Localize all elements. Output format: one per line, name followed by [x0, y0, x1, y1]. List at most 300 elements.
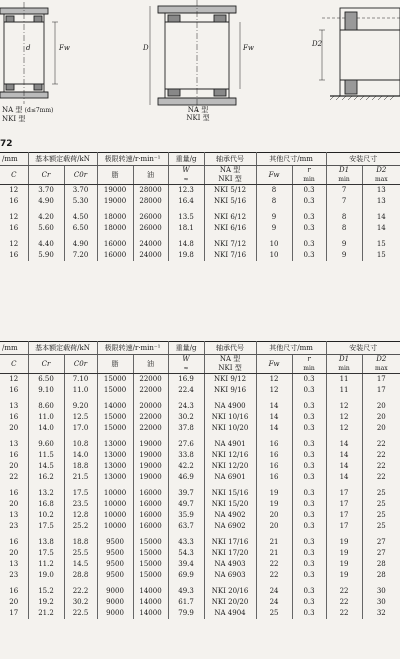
table-cell: 9500 — [97, 559, 133, 570]
table-cell: 16000 — [133, 499, 168, 510]
table-row — [0, 196, 400, 207]
dim-d-label: d — [26, 44, 31, 52]
t2-col-r — [292, 355, 326, 374]
table-cell: 0.3 — [292, 548, 326, 559]
t2-col-W — [168, 355, 204, 374]
table-cell: 8 — [326, 212, 362, 223]
table-cell: 25 — [362, 488, 400, 499]
table-cell: 25 — [362, 521, 400, 532]
table-row — [0, 423, 400, 434]
table-cell: 13.2 — [28, 488, 64, 499]
table-cell: 0.3 — [292, 499, 326, 510]
table-cell: 10.8 — [64, 439, 97, 450]
table-cell: 0.3 — [292, 586, 326, 597]
table-cell: 22 — [256, 559, 292, 570]
table-cell: 0.3 — [292, 185, 326, 196]
table-row — [0, 185, 400, 196]
table-cell: NA 6903 — [204, 570, 256, 581]
table-cell: 14.5 — [64, 559, 97, 570]
table-cell: 14.5 — [28, 461, 64, 472]
table-cell: 13 — [9, 401, 19, 410]
table-row — [0, 239, 400, 250]
table-cell: 12 — [256, 374, 292, 385]
table-cell: 9000 — [97, 586, 133, 597]
table-cell: NA 4904 — [204, 608, 256, 619]
table-cell: 20 — [9, 597, 19, 606]
t1-col-code-nki: NKI 型 — [218, 175, 242, 183]
table-cell: 54.3 — [168, 548, 204, 559]
table-cell: NKI 15/16 — [204, 488, 256, 499]
table-cell: 7 — [326, 185, 362, 196]
table-row — [0, 499, 400, 510]
table-cell: 0.3 — [292, 559, 326, 570]
table-cell: 14000 — [133, 597, 168, 608]
table-cell: 9000 — [97, 597, 133, 608]
t2-unit-header: /mm — [0, 342, 28, 355]
table-1-header-sub — [0, 166, 400, 185]
table-cell: NKI 10/16 — [204, 412, 256, 423]
table-cell: 16 — [256, 439, 292, 450]
table-row — [0, 223, 400, 234]
table-row — [0, 559, 400, 570]
table-cell: NKI 17/16 — [204, 537, 256, 548]
table-cell: 14 — [256, 412, 292, 423]
table-cell: 8 — [326, 223, 362, 234]
table-cell: 0.3 — [292, 196, 326, 207]
table-cell: 3.70 — [28, 185, 64, 196]
table-cell: 15000 — [133, 570, 168, 581]
table-cell: NKI 9/16 — [204, 385, 256, 396]
table-cell: 6.50 — [64, 223, 97, 234]
table-cell: 5.90 — [28, 250, 64, 261]
table-cell: 0.3 — [292, 439, 326, 450]
table-cell: NKI 20/16 — [204, 586, 256, 597]
table-cell: 16 — [9, 223, 19, 232]
t1-col-W — [168, 166, 204, 185]
table-cell: 21.2 — [28, 608, 64, 619]
table-cell: NKI 12/16 — [204, 450, 256, 461]
table-cell: 10000 — [97, 510, 133, 521]
table-cell: 16 — [256, 472, 292, 483]
table-cell: 17 — [326, 488, 362, 499]
table-cell: 23.5 — [64, 499, 97, 510]
table-cell: 39.7 — [168, 488, 204, 499]
table-cell: 17 — [326, 521, 362, 532]
table-cell: 13000 — [97, 439, 133, 450]
t2-load-header: 基本额定载荷/kN — [28, 342, 97, 355]
t1-col-oil: 油 — [133, 166, 168, 185]
table-cell: 14000 — [133, 608, 168, 619]
table-cell: 21.5 — [64, 472, 97, 483]
table-cell: 18000 — [97, 223, 133, 234]
table-row — [0, 212, 400, 223]
table-1-body — [0, 185, 400, 261]
table-cell: 15000 — [133, 559, 168, 570]
t2-col-D1 — [326, 355, 362, 374]
table-cell: NKI 9/12 — [204, 374, 256, 385]
table-cell: 9500 — [97, 570, 133, 581]
table-cell: 4.40 — [28, 239, 64, 250]
table-row — [0, 597, 400, 608]
table-cell: 9 — [256, 223, 292, 234]
table-cell: 20 — [362, 412, 400, 423]
table-cell: NKI 7/16 — [204, 250, 256, 261]
t2-col-C0r: C0r — [64, 355, 97, 374]
table-cell: 13 — [362, 196, 400, 207]
t1-col-D2 — [362, 166, 400, 185]
table-cell: 69.9 — [168, 570, 204, 581]
table-cell: 28000 — [133, 196, 168, 207]
table-cell: 0.3 — [292, 570, 326, 581]
table-cell: 25.2 — [64, 521, 97, 532]
table-cell: 17.0 — [64, 423, 97, 434]
table-cell: 14.8 — [168, 239, 204, 250]
t2-col-D2-symbol: D2 — [376, 355, 387, 363]
table-cell: NKI 20/20 — [204, 597, 256, 608]
table-cell: NA 4901 — [204, 439, 256, 450]
t1-col-code — [204, 166, 256, 185]
table-cell: 0.3 — [292, 608, 326, 619]
table-row — [0, 250, 400, 261]
table-cell: 20 — [256, 510, 292, 521]
table-cell: 11.5 — [28, 450, 64, 461]
table-cell: 22000 — [133, 423, 168, 434]
table-cell: NKI 5/12 — [204, 185, 256, 196]
table-cell: 15000 — [97, 423, 133, 434]
table-cell: 22 — [9, 472, 19, 481]
table-cell: 19 — [326, 570, 362, 581]
table-cell: 0.3 — [292, 374, 326, 385]
table-row — [0, 608, 400, 619]
table-cell: 19000 — [97, 196, 133, 207]
table-cell: 9.20 — [64, 401, 97, 412]
table-row — [0, 488, 400, 499]
t2-col-code — [204, 355, 256, 374]
table-cell: 16 — [256, 450, 292, 461]
table-cell: 19 — [326, 537, 362, 548]
table-cell: 22000 — [133, 385, 168, 396]
table-cell: 0.3 — [292, 250, 326, 261]
table-cell: 18.8 — [64, 537, 97, 548]
table-cell: 19000 — [133, 439, 168, 450]
table-cell: 22 — [326, 586, 362, 597]
t2-col-W-symbol: W — [182, 355, 190, 363]
table-cell: 18.8 — [64, 461, 97, 472]
table-cell: 27 — [362, 548, 400, 559]
table-cell: 30 — [362, 597, 400, 608]
table-cell: 12 — [9, 374, 19, 383]
table-cell: 19 — [256, 499, 292, 510]
table-cell: 12 — [9, 185, 19, 194]
table-cell: 22000 — [133, 374, 168, 385]
table-cell: 22.4 — [168, 385, 204, 396]
table-cell: 25 — [362, 499, 400, 510]
t2-col-oil: 油 — [133, 355, 168, 374]
table-cell: 11.0 — [64, 385, 97, 396]
table-cell: 15 — [362, 250, 400, 261]
t2-speed-header: 极限转速/r·min⁻¹ — [97, 342, 168, 355]
table-row — [0, 537, 400, 548]
table-cell: 3.70 — [64, 185, 97, 196]
table-cell: 4.50 — [64, 212, 97, 223]
t1-load-header: 基本额定载荷/kN — [28, 153, 97, 166]
table-cell: 0.3 — [292, 450, 326, 461]
table-cell: 4.20 — [28, 212, 64, 223]
table-cell: NA 4900 — [204, 401, 256, 412]
table-cell: 22 — [326, 608, 362, 619]
table-cell: 22 — [362, 461, 400, 472]
t2-col-W-unit: ≈ — [183, 365, 189, 372]
table-cell: 13000 — [97, 461, 133, 472]
table-cell: 46.9 — [168, 472, 204, 483]
table-cell: 19 — [326, 548, 362, 559]
table-cell: 14 — [326, 439, 362, 450]
table-cell: 22.2 — [64, 586, 97, 597]
table-cell: 18000 — [97, 212, 133, 223]
table-cell: NKI 6/12 — [204, 212, 256, 223]
table-cell: 0.3 — [292, 537, 326, 548]
table-cell: 9500 — [97, 548, 133, 559]
t1-col-Fw: Fw — [256, 166, 292, 185]
table-cell: 16.9 — [168, 374, 204, 385]
table-cell: 16 — [256, 461, 292, 472]
table-cell: NA 4902 — [204, 510, 256, 521]
table-cell: 16 — [9, 586, 19, 595]
table-cell: 20 — [9, 423, 19, 432]
t1-other-header: 其他尺寸/mm — [256, 153, 326, 166]
table-cell: 13 — [362, 185, 400, 196]
bearing-table-1 — [0, 152, 400, 261]
table-cell: 16.2 — [28, 472, 64, 483]
table-cell: 30.2 — [168, 412, 204, 423]
table-cell: 14 — [326, 461, 362, 472]
t1-col-D2-max: max — [374, 176, 388, 183]
table-cell: 30.2 — [64, 597, 97, 608]
table-cell: 25 — [362, 510, 400, 521]
table-cell: 0.3 — [292, 423, 326, 434]
t2-col-D2-max: max — [374, 365, 388, 372]
table-cell: 0.3 — [292, 488, 326, 499]
table-cell: 16 — [9, 196, 19, 205]
t1-col-D1 — [326, 166, 362, 185]
table-cell: 12 — [326, 401, 362, 412]
table-cell: 5.30 — [64, 196, 97, 207]
table-cell: 5.60 — [28, 223, 64, 234]
table-cell: 61.7 — [168, 597, 204, 608]
t1-col-r-symbol: r — [307, 166, 311, 174]
table-cell: 9 — [326, 239, 362, 250]
table-cell: 24000 — [133, 250, 168, 261]
table-cell: 12.5 — [64, 412, 97, 423]
t1-col-r — [292, 166, 326, 185]
table-cell: 21 — [256, 548, 292, 559]
table-cell: 13.8 — [28, 537, 64, 548]
table-cell: 20 — [362, 423, 400, 434]
table-cell: 20 — [9, 499, 19, 508]
table-cell: 14000 — [97, 401, 133, 412]
table-cell: 8.60 — [28, 401, 64, 412]
table-cell: 13000 — [97, 450, 133, 461]
bearing-drawings — [0, 0, 400, 135]
t1-col-r-min: min — [303, 176, 315, 183]
table-cell: 9.10 — [28, 385, 64, 396]
table-cell: NA 4903 — [204, 559, 256, 570]
t1-weight-header: 重量/g — [168, 153, 204, 166]
table-cell: 8 — [256, 196, 292, 207]
table-cell: 25.5 — [64, 548, 97, 559]
table-cell: 13 — [9, 559, 19, 568]
table-cell: 7.20 — [64, 250, 97, 261]
t1-col-C0r: C0r — [64, 166, 97, 185]
t2-code-header: 轴承代号 — [204, 342, 256, 355]
table-cell: 10 — [256, 239, 292, 250]
table-cell: 15000 — [133, 537, 168, 548]
table-cell: 12.8 — [64, 510, 97, 521]
table-cell: 0.3 — [292, 461, 326, 472]
table-cell: 13 — [9, 510, 19, 519]
table-cell: 49.7 — [168, 499, 204, 510]
table-cell: 37.8 — [168, 423, 204, 434]
table-cell: 16 — [9, 385, 19, 394]
table-2-header-sub — [0, 355, 400, 374]
table-cell: 19000 — [97, 185, 133, 196]
table-row — [0, 401, 400, 412]
table-cell: 33.8 — [168, 450, 204, 461]
table-cell: NKI 10/20 — [204, 423, 256, 434]
table-cell: 19000 — [133, 461, 168, 472]
t2-col-Fw: Fw — [256, 355, 292, 374]
table-cell: 10000 — [97, 521, 133, 532]
mid-drawing-type-nki: NKI 型 — [186, 114, 210, 122]
table-cell: 24.3 — [168, 401, 204, 412]
table-cell: 23 — [9, 521, 19, 530]
table-cell: 30 — [362, 586, 400, 597]
na-nki-drawing — [150, 0, 240, 112]
table-cell: 14.0 — [28, 423, 64, 434]
t2-other-header: 其他尺寸/mm — [256, 342, 326, 355]
table-cell: 17.5 — [28, 548, 64, 559]
table-cell: 14 — [256, 423, 292, 434]
table-cell: 19.8 — [168, 250, 204, 261]
left-drawing-type-na: NA 型 — [2, 106, 23, 114]
mounting-drawing — [319, 8, 400, 100]
t1-col-grease: 脂 — [97, 166, 133, 185]
table-cell: 26000 — [133, 212, 168, 223]
table-cell: 0.3 — [292, 472, 326, 483]
table-row — [0, 450, 400, 461]
table-cell: 10 — [256, 250, 292, 261]
t1-col-D2-symbol: D2 — [376, 166, 387, 174]
table-row — [0, 412, 400, 423]
table-cell: 16.8 — [28, 499, 64, 510]
t1-code-header: 轴承代号 — [204, 153, 256, 166]
t2-col-grease: 脂 — [97, 355, 133, 374]
table-cell: 15000 — [97, 385, 133, 396]
table-cell: 26000 — [133, 223, 168, 234]
table-cell: 24 — [256, 586, 292, 597]
table-cell: 11.0 — [28, 412, 64, 423]
table-cell: 14 — [256, 401, 292, 412]
table-cell: 17 — [326, 510, 362, 521]
t2-col-code-nki: NKI 型 — [218, 364, 242, 372]
t2-weight-header: 重量/g — [168, 342, 204, 355]
table-cell: 0.3 — [292, 401, 326, 412]
table-cell: 16000 — [97, 250, 133, 261]
table-cell: 0.3 — [292, 412, 326, 423]
table-row — [0, 472, 400, 483]
t1-speed-header: 极限转速/r·min⁻¹ — [97, 153, 168, 166]
table-cell: 24000 — [133, 239, 168, 250]
table-cell: 11 — [326, 374, 362, 385]
table-row — [0, 385, 400, 396]
table-cell: NKI 5/16 — [204, 196, 256, 207]
table-cell: 11 — [326, 385, 362, 396]
table-cell: 0.3 — [292, 385, 326, 396]
table-cell: 0.3 — [292, 223, 326, 234]
na-nki-small-drawing — [0, 2, 58, 104]
t2-col-D2 — [362, 355, 400, 374]
table-cell: 15.2 — [28, 586, 64, 597]
left-drawing-caption — [2, 106, 82, 123]
table-cell: 28000 — [133, 185, 168, 196]
table-cell: 22 — [256, 570, 292, 581]
table-cell: 21 — [256, 537, 292, 548]
table-cell: 23 — [9, 570, 19, 579]
table-cell: 17.5 — [64, 488, 97, 499]
table-cell: NA 6902 — [204, 521, 256, 532]
table-cell: 9000 — [97, 608, 133, 619]
table-cell: 13000 — [97, 472, 133, 483]
table-cell: 8 — [256, 185, 292, 196]
left-drawing-type-nki: NKI 型 — [2, 115, 26, 123]
table-cell: 22000 — [133, 412, 168, 423]
table-cell: 14 — [326, 450, 362, 461]
t2-col-code-na: NA 型 — [219, 355, 241, 363]
t1-col-D1-min: min — [338, 176, 350, 183]
table-cell: 4.90 — [64, 239, 97, 250]
table-cell: 0.3 — [292, 212, 326, 223]
table-cell: 16 — [9, 537, 19, 546]
left-drawing-note: (d≤7mm) — [24, 107, 54, 114]
table-2-header-top — [0, 342, 400, 355]
table-cell: 20 — [9, 461, 19, 470]
table-cell: 49.3 — [168, 586, 204, 597]
table-cell: 22 — [362, 472, 400, 483]
table-cell: 4.90 — [28, 196, 64, 207]
table-cell: NA 6901 — [204, 472, 256, 483]
table-cell: 6.50 — [28, 374, 64, 385]
table-row — [0, 586, 400, 597]
table-cell: 42.2 — [168, 461, 204, 472]
table-row — [0, 374, 400, 385]
table-cell: 16 — [9, 488, 19, 497]
table-cell: 18.1 — [168, 223, 204, 234]
table-row — [0, 510, 400, 521]
table-cell: 12 — [326, 412, 362, 423]
table-cell: 79.9 — [168, 608, 204, 619]
table-cell: 9 — [326, 250, 362, 261]
table-cell: 14 — [326, 472, 362, 483]
table-cell: 20 — [362, 401, 400, 412]
table-1-header-top — [0, 153, 400, 166]
table-cell: 0.3 — [292, 239, 326, 250]
table-cell: 19 — [256, 488, 292, 499]
table-cell: 39.4 — [168, 559, 204, 570]
table-cell: NKI 7/12 — [204, 239, 256, 250]
table-cell: 22 — [362, 450, 400, 461]
table-cell: 17 — [362, 385, 400, 396]
table-cell: 17 — [362, 374, 400, 385]
